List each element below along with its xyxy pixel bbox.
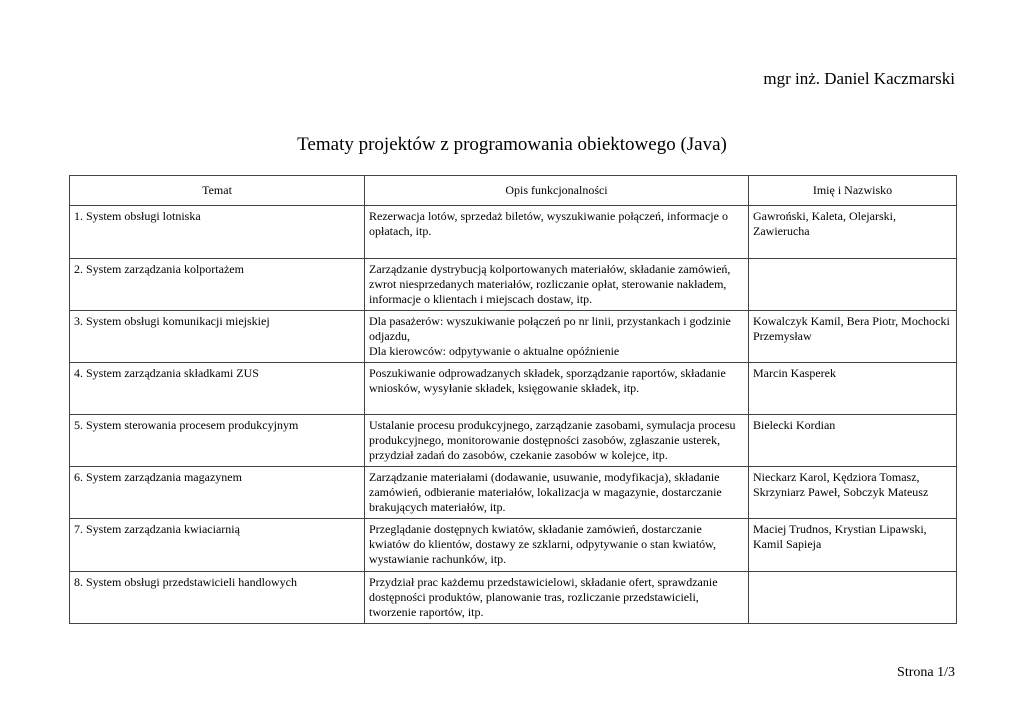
description-cell: Poszukiwanie odprowadzanych składek, sporządzanie raportów, składanie wniosków, wysyłanie składek, księgowanie składek, itp. [365,363,749,415]
description-cell: Ustalanie procesu produkcyjnego, zarządzanie zasobami, symulacja procesu produkcyjnego, monitorowanie dostępności zasobów, zgłaszanie usterek, przydział zadań do zasobów, czekanie zasobów w kolejce, itp. [365,415,749,467]
description-cell: Zarządzanie materiałami (dodawanie, usuwanie, modyfikacja), składanie zamówień, odbieranie materiałów, lokalizacja w magazynie, dostarczanie brakujących materiałów, itp. [365,467,749,519]
topics-table [69,175,957,624]
names-cell [749,572,957,624]
description-cell [365,311,749,363]
description-line-drivers: Dla kierowców: odpytywanie o aktualne opóźnienie [369,344,620,358]
topic-cell: 6. System zarządzania magazynem [70,467,365,519]
description-cell: Przeglądanie dostępnych kwiatów, składanie zamówień, dostarczanie kwiatów do klientów, dostawy ze szklarni, odpytywanie o stan kwiatów, wystawianie rachunków, itp. [365,519,749,572]
names-cell: Kowalczyk Kamil, Bera Piotr, Mochocki Przemysław [749,311,957,363]
description-cell: Rezerwacja lotów, sprzedaż biletów, wyszukiwanie połączeń, informacje o opłatach, itp. [365,206,749,259]
table-row [70,206,957,259]
document-title: Tematy projektów z programowania obiektowego (Java) [297,134,727,155]
column-header-topic: Temat [70,176,365,206]
topic-cell: 1. System obsługi lotniska [70,206,365,259]
names-cell [749,259,957,311]
names-cell: Gawroński, Kaleta, Olejarski, Zawierucha [749,206,957,259]
topic-cell: 3. System obsługi komunikacji miejskiej [70,311,365,363]
table-row [70,311,957,363]
page-number: Strona 1/3 [897,665,955,680]
column-header-description: Opis funkcjonalności [365,176,749,206]
table-row [70,363,957,415]
description-cell: Przydział prac każdemu przedstawicielowi, składanie ofert, sprawdzanie dostępności produktów, planowanie tras, rozliczanie przedstawicieli, tworzenie raportów, itp. [365,572,749,624]
description-cell: Zarządzanie dystrybucją kolportowanych materiałów, składanie zamówień, zwrot niesprzedanych materiałów, rozliczanie opłat, sterowanie nakładem, informacje o klientach i miejscach dostaw, itp. [365,259,749,311]
table-row [70,572,957,624]
table-header-row [70,176,957,206]
names-cell: Marcin Kasperek [749,363,957,415]
description-line-passengers: Dla pasażerów: wyszukiwanie połączeń po nr linii, przystankach i godzinie odjazdu, [369,314,731,343]
table-row [70,415,957,467]
topic-cell: 4. System zarządzania składkami ZUS [70,363,365,415]
author-name: mgr inż. Daniel Kaczmarski [763,69,955,88]
topic-cell: 2. System zarządzania kolportażem [70,259,365,311]
names-cell: Nieckarz Karol, Kędziora Tomasz, Skrzyniarz Paweł, Sobczyk Mateusz [749,467,957,519]
table-row [70,467,957,519]
table-row [70,519,957,572]
topic-cell: 7. System zarządzania kwiaciarnią [70,519,365,572]
column-header-names: Imię i Nazwisko [749,176,957,206]
topic-cell: 8. System obsługi przedstawicieli handlowych [70,572,365,624]
table-row [70,259,957,311]
topic-cell: 5. System sterowania procesem produkcyjnym [70,415,365,467]
names-cell: Bielecki Kordian [749,415,957,467]
names-cell: Maciej Trudnos, Krystian Lipawski, Kamil Sapieja [749,519,957,572]
